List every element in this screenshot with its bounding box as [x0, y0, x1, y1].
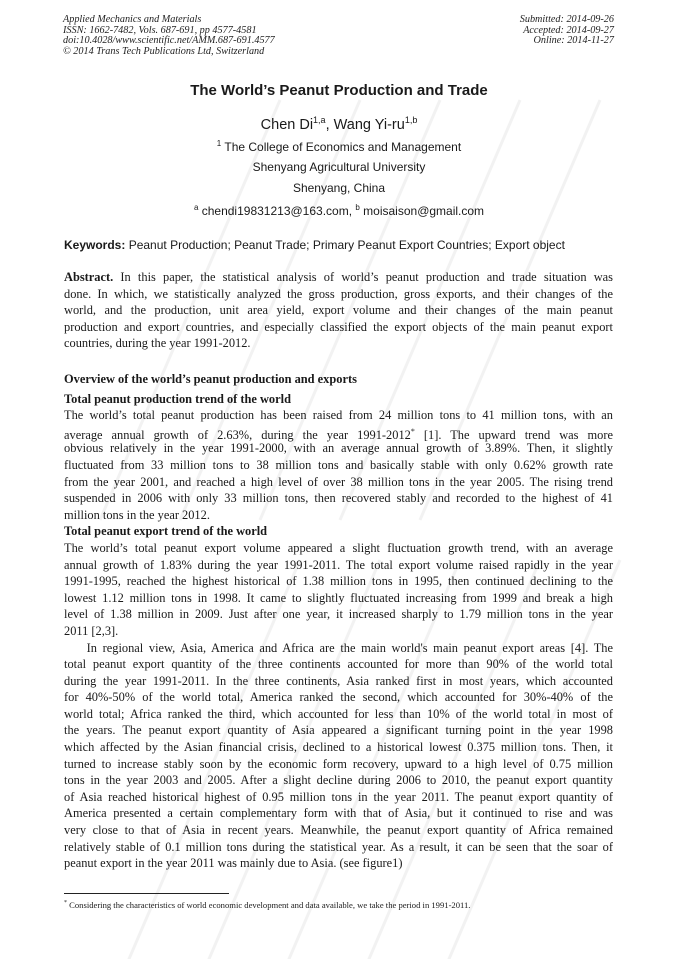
paragraph-line: fluctuated from 33 million tons to 38 million tons and basically stable with only 0.62% growth rate: [64, 457, 613, 472]
paragraph-line: The world’s total peanut export volume appeared a slight fluctuation growth trend, with an average: [64, 540, 613, 555]
paragraph-line: the years. The peanut export quantity of Asia appeared a significant turning point in the year 1998: [64, 723, 613, 738]
abstract-line: done. In which, we statistically analyzed the gross production, gross exports, and their changes of the: [64, 286, 613, 301]
email-marker-a: a: [193, 203, 199, 212]
paragraph-line: The world’s total peanut production has been raised from 24 million tons to 41 million tons, with an: [64, 408, 613, 423]
affiliation-marker: 1: [216, 139, 222, 148]
author-line: [0, 115, 678, 133]
author-1-affil: 1,a: [313, 115, 326, 125]
journal-name: Applied Mechanics and Materials: [63, 14, 202, 25]
abstract: [64, 269, 613, 352]
paragraph-line: from the year 2001, and reached a high level of over 38 million tons in the year 2005. The rising trend: [64, 474, 613, 489]
paragraph-line: suspended in 2006 with only 33 million tons, then recovered stably and recorded to the highest of 41: [64, 491, 613, 506]
abstract-line: countries, during the year 1991-2012.: [64, 336, 251, 351]
footnote-divider: [64, 893, 229, 894]
abstract-line: Abstract. In this paper, the statistical analysis of world’s peanut production and trade situation was: [64, 270, 613, 284]
paragraph-line: 1991-1995, reached the highest historical of 1.38 million tons in 1995, then continued declining to the: [64, 574, 613, 589]
paragraph-line: total peanut export quantity of the three continents accounted for more than 90% of the world total: [64, 657, 613, 672]
paragraph-line: obvious relatively in the year 1991-2000, with an average annual growth of 3.89%. Then, it slightly: [64, 441, 613, 456]
paragraph-line: lowest 1.12 million tons in 1998. It came to slightly fluctuated increasing from 1999 and break a high: [64, 590, 613, 605]
date-online: Online: 2014-11-27: [533, 35, 614, 47]
affiliation-university: Shenyang Agricultural University: [252, 160, 426, 174]
affiliation-college: The College of Economics and Management: [224, 140, 462, 154]
journal-copyright: © 2014 Trans Tech Publications Ltd, Switzerland: [63, 45, 265, 57]
paragraph-line: annual growth of 1.83% during the year 1991-2011. The total export volume raised rapidly in the year: [64, 557, 613, 572]
footnote: [64, 900, 470, 910]
author-1-name: Chen Di: [260, 116, 314, 133]
date-accepted: Accepted: 2014-09-27: [523, 24, 614, 36]
abstract-line: world, and the production, unit area yield, export volume and their changes of the main peanut: [64, 303, 613, 318]
keywords: [64, 238, 624, 252]
keywords-text: Peanut Production; Peanut Trade; Primary Peanut Export Countries; Export object: [128, 238, 565, 252]
email-marker-b: b: [355, 203, 360, 212]
paper-title: The World’s Peanut Production and Trade: [190, 82, 488, 99]
subsection-heading-production: Total peanut production trend of the world: [64, 391, 291, 406]
paragraph-line: million tons in the year 2012.: [64, 507, 210, 522]
journal-header-left: [63, 15, 275, 57]
footnote-text: Considering the characteristics of world economic development and data available, we take the period in 1991-2011.: [67, 900, 471, 910]
date-submitted: Submitted: 2014-09-26: [519, 14, 614, 25]
paragraph-line: average annual growth of 2.63%, during the year 1991-2012* [1]. The upward trend was more: [64, 426, 613, 442]
paragraph-line: world total; Africa ranked the third, which accounted for less than 10% of the world total in most of: [64, 706, 613, 721]
paragraph-line: America presented a certain complementary form with that of Asia, but it continued to rise and was: [64, 806, 613, 821]
email-a: chendi19831213@163.com,: [201, 204, 356, 218]
subsection-heading-export: Total peanut export trend of the world: [64, 524, 268, 539]
footnote-marker: *: [64, 900, 67, 907]
author-separator: ,: [325, 116, 334, 133]
journal-doi: doi:10.4028/www.scientific.net/AMM.687-691.4577: [63, 35, 275, 47]
paragraph-line: of Asia reached historical highest of 0.95 million tons in the year 2011. The peanut export quantity of: [64, 789, 613, 804]
paragraph-line: tons in the year 2003 and 2005. After a slight decline during 2006 to 2010, the peanut export quantity: [64, 773, 613, 788]
author-2-affil: 1,b: [404, 115, 418, 125]
paragraph-line: relatively stable of 0.1 million tons during the statistical year. As a result, it can be seen that the soar of: [64, 839, 613, 854]
abstract-label: Abstract.: [64, 270, 114, 284]
author-2-name: Wang Yi-ru: [333, 116, 405, 133]
author-emails: [0, 203, 678, 218]
section-overview: [64, 371, 613, 872]
section-heading: Overview of the world’s peanut production and exports: [64, 372, 357, 386]
paragraph-line: very close to that of Asia in recent years. Meanwhile, the peanut export quantity of Africa remained: [64, 823, 613, 838]
paragraph-line: peanut export in the year 2011 was mainly due to Asia. (see figure1): [64, 856, 403, 871]
journal-issn: ISSN: 1662-7482, Vols. 687-691, pp 4577-4581: [63, 24, 257, 36]
keywords-label: Keywords:: [64, 238, 126, 252]
abstract-line: production and export countries, and especially classified the export objects of the main peanut export: [64, 319, 613, 334]
paragraph-line: during the year 1991-2011. In the three continents, Asia ranked first in most years, which accounted: [64, 673, 613, 688]
paragraph-line: for 40%-50% of the world total, America ranked the second, which accounted for 30%-40% of the: [64, 690, 613, 705]
affiliation-line-1: [0, 139, 678, 154]
paragraph-line: which affected by the Asian financial crisis, declined to a historical lowest 0.375 million tons. Then, it: [64, 740, 613, 755]
paragraph-line: 2011 [2,3].: [64, 623, 119, 638]
paragraph-line: In regional view, Asia, America and Africa are the main world's main peanut export areas [4]. The: [64, 640, 613, 655]
journal-header-right: [520, 15, 614, 47]
paragraph-line: turned to increase stably soon by the economic form recovery, upward to a high level of 0.75 million: [64, 756, 613, 771]
affiliation-city: Shenyang, China: [292, 181, 386, 195]
paragraph-line: level of 1.38 million in 2009. Just after one year, it increased sharply to 1.79 million tons in the year: [64, 607, 613, 622]
footnote-ref: *: [410, 426, 415, 436]
email-b: moisaison@gmail.com: [363, 204, 485, 218]
